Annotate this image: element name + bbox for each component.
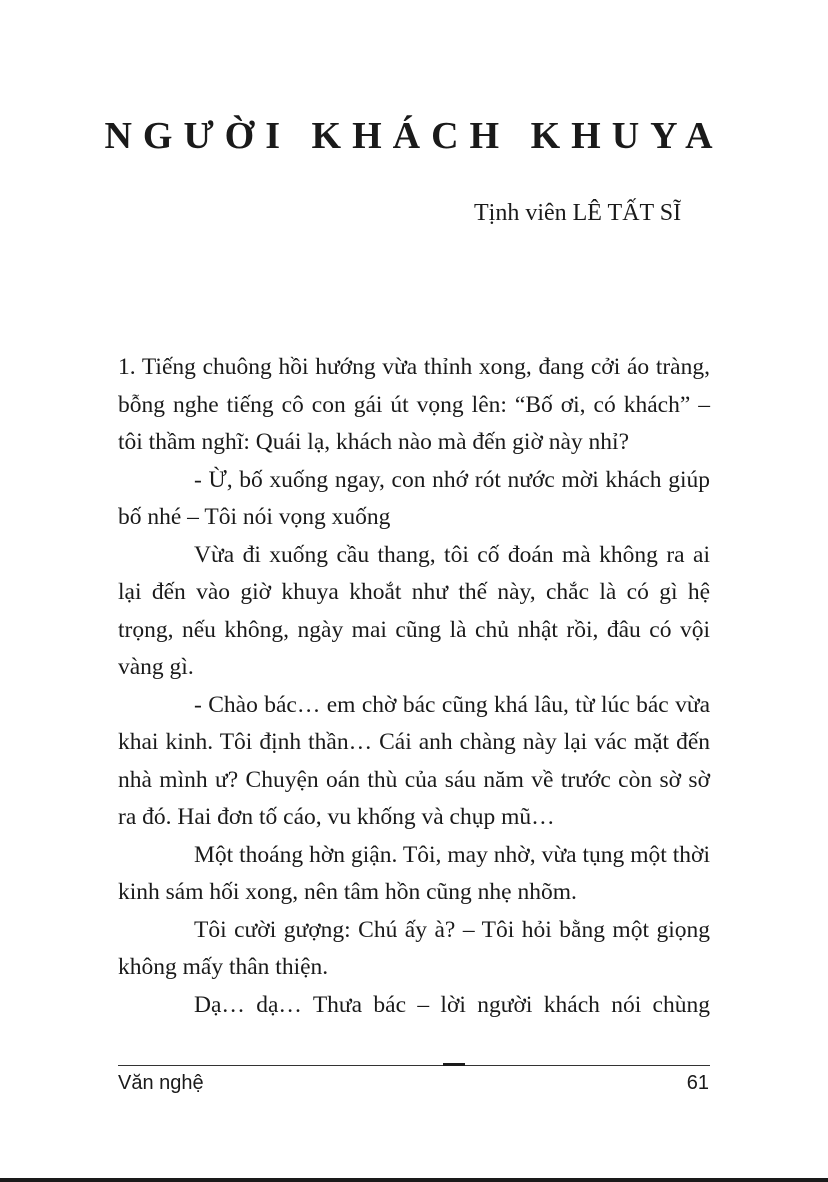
page-title: NGƯỜI KHÁCH KHUYA [104,115,724,157]
paragraph: Dạ… dạ… Thưa bác – lời người khách nói chùng [194,991,710,1018]
page-number: 61 [686,1072,709,1094]
paragraph: Vừa đi xuống cầu thang, tôi cố đoán mà không ra ai lại đến vào giờ khuya khoắt như thế này, chắc là có gì hệ trọng, nếu không, ngày mai cũng là chủ nhật rồi, đâu có vội vàng gì. [118,541,710,680]
author-byline: Tịnh viên LÊ TẤT SĨ [474,200,682,226]
footer-publication: Văn nghệ [118,1072,204,1094]
paragraph: - Ừ, bố xuống ngay, con nhớ rót nước mời khách giúp bố nhé – Tôi nói vọng xuống [118,466,710,530]
footer-divider [118,1065,710,1066]
footer-divider-mark [443,1063,465,1066]
paragraph: - Chào bác… em chờ bác cũng khá lâu, từ lúc bác vừa khai kinh. Tôi định thần… Cái anh chàng này lại vác mặt đến nhà mình ư? Chuyện oán thù của sáu năm về trước còn sờ sờ ra đó. Hai đơn tố cáo, vu khống và chụp mũ… [118,691,710,830]
scan-edge [0,1178,828,1182]
story-body [118,349,710,1024]
paragraph: Một thoáng hờn giận. Tôi, may nhờ, vừa tụng một thời kinh sám hối xong, nên tâm hồn cũng nhẹ nhõm. [118,841,710,905]
paragraph: Tôi cười gượng: Chú ấy à? – Tôi hỏi bằng một giọng không mấy thân thiện. [118,916,710,980]
paragraph: 1. Tiếng chuông hồi hướng vừa thỉnh xong, đang cởi áo tràng, bỗng nghe tiếng cô con gái út vọng lên: “Bố ơi, có khách” – tôi thầm nghĩ: Quái lạ, khách nào mà đến giờ này nhỉ? [118,354,710,455]
